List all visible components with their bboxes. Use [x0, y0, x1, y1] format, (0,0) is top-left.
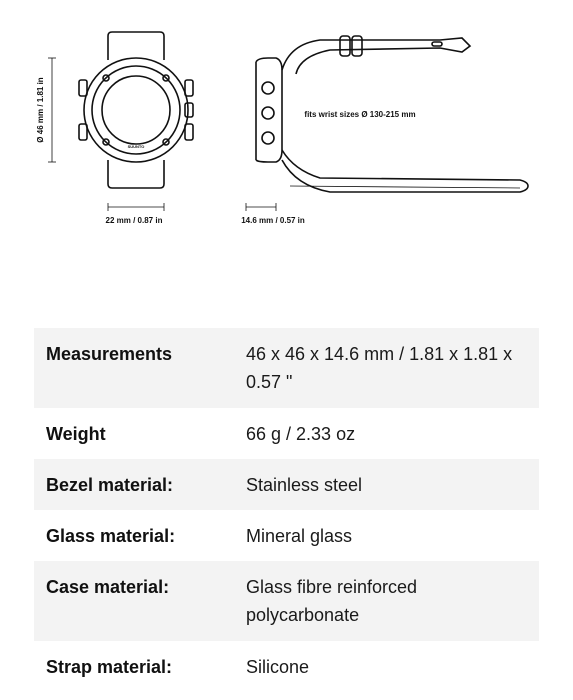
- spec-row-glass: [34, 510, 539, 561]
- depth-dimension-line: [246, 203, 276, 211]
- watch-front-view: [79, 32, 193, 188]
- spec-label: Glass material:: [46, 526, 176, 546]
- watch-dimension-diagram: [0, 0, 573, 300]
- depth-label: 14.6 mm / 0.57 in: [241, 216, 305, 225]
- spec-row-case: [34, 561, 539, 641]
- brand-logo-text: SUUNTO: [127, 144, 145, 149]
- width-dimension-line: [108, 203, 164, 211]
- spec-value: Stainless steel: [246, 475, 363, 495]
- watch-drawing: [0, 0, 573, 300]
- width-label: 22 mm / 0.87 in: [105, 216, 163, 225]
- spec-label: Measurements: [46, 344, 173, 364]
- wrist-size-label: fits wrist sizes Ø 130-215 mm: [304, 110, 416, 119]
- spec-value: Silicone: [246, 657, 310, 677]
- spec-label: Strap material:: [46, 657, 173, 677]
- spec-label: Weight: [46, 424, 106, 444]
- spec-value: Mineral glass: [246, 526, 353, 546]
- specs-table: [34, 328, 539, 692]
- spec-row-weight: [34, 408, 539, 459]
- spec-value: Glass fibre reinforced polycarbonate: [246, 577, 418, 625]
- spec-value: 46 x 46 x 14.6 mm / 1.81 x 1.81 x 0.57 ": [246, 344, 513, 392]
- height-dimension-line: [48, 58, 56, 162]
- height-label: Ø 46 mm / 1.81 in: [36, 77, 45, 143]
- spec-row-strap: [34, 641, 539, 692]
- spec-row-bezel: [34, 459, 539, 510]
- spec-row-measurements: [34, 328, 539, 408]
- spec-value: 66 g / 2.33 oz: [246, 424, 356, 444]
- spec-label: Case material:: [46, 577, 170, 597]
- spec-label: Bezel material:: [46, 475, 174, 495]
